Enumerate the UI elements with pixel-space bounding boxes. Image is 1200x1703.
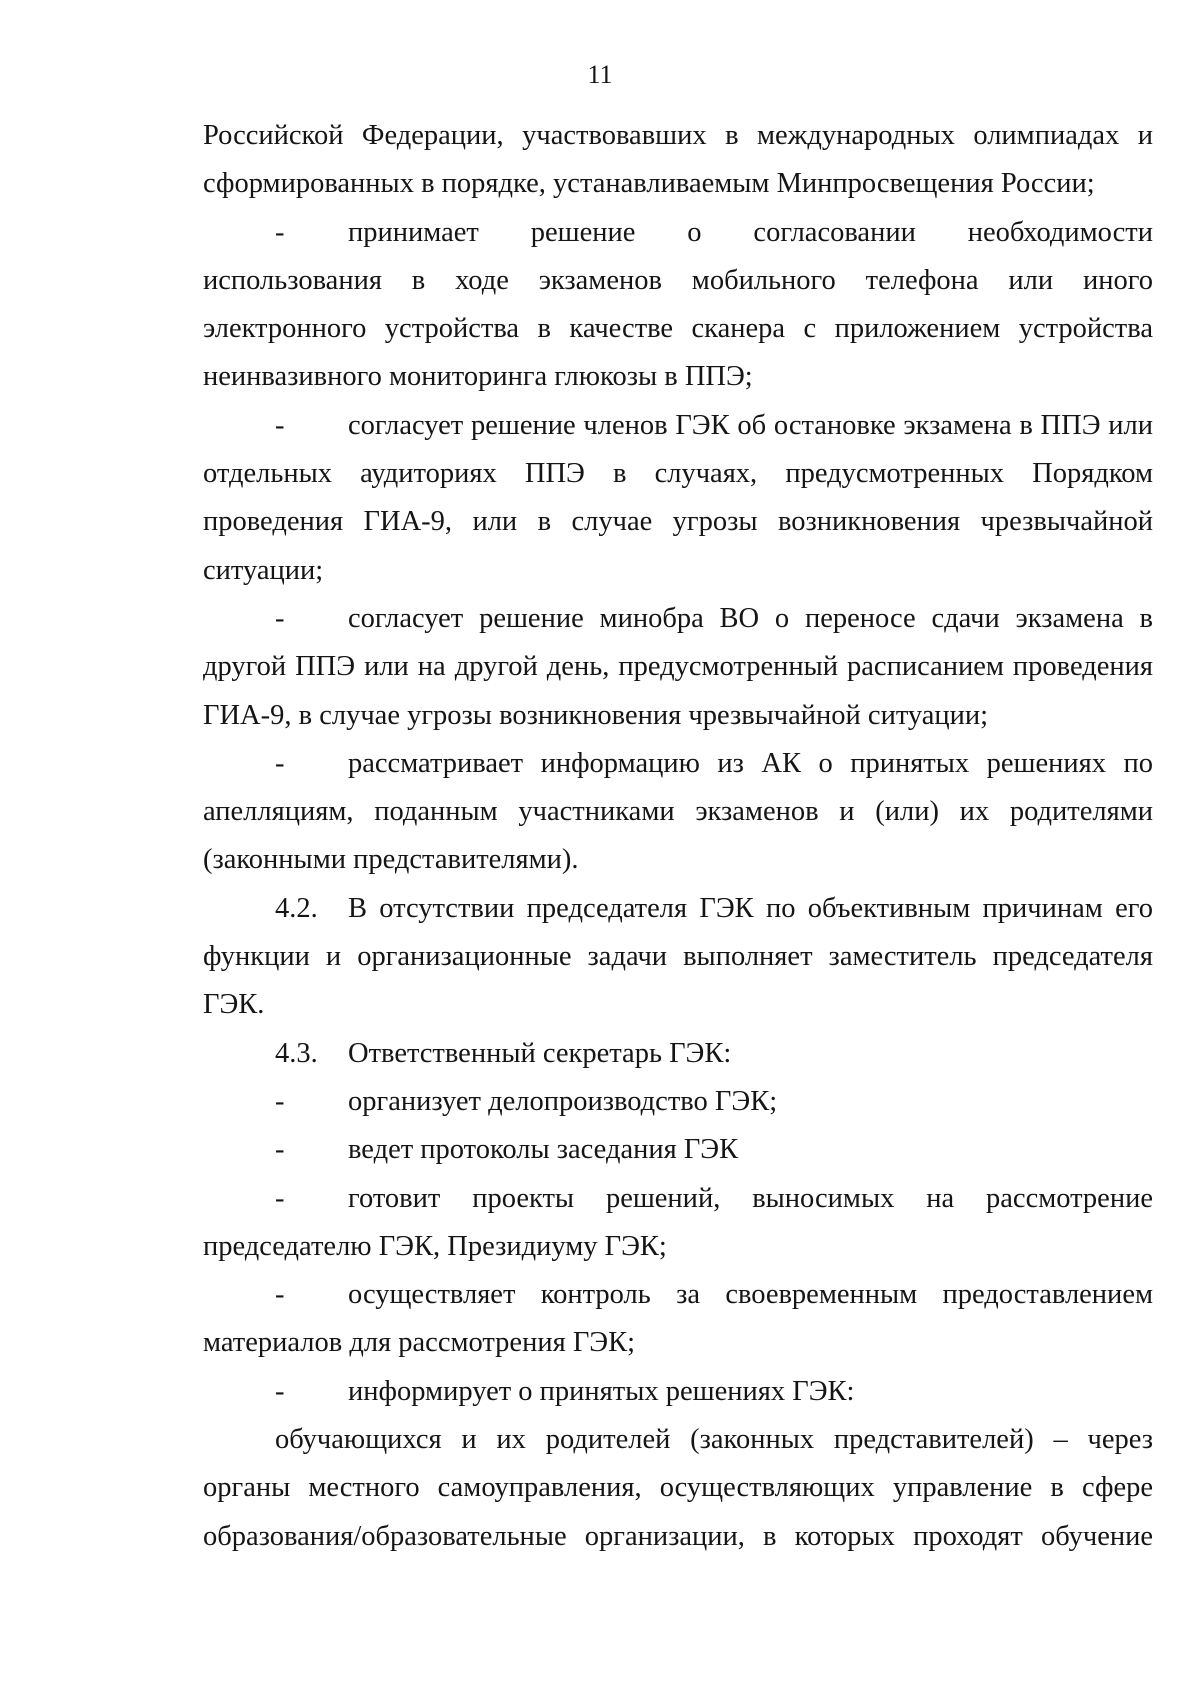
- list-item-exam-transfer: [203, 595, 1153, 740]
- section-4-2: [203, 885, 1153, 1030]
- list-item-text: рассматривает информацию из АК о принятых решениях по апелляциям, поданным участниками экзаменов и (или) их родителями (законными представителями).: [203, 747, 1153, 876]
- list-dash: -: [275, 216, 285, 248]
- list-dash: -: [275, 747, 285, 779]
- list-item-draft-decisions: [203, 1175, 1153, 1272]
- page-number: 11: [587, 60, 613, 89]
- paragraph-students-parents: обучающихся и их родителей (законных представителей) – через органы местного самоуправления, осуществляющих управление в сфере образования/образовательные организации, в которых проходят обучение: [203, 1424, 1153, 1552]
- section-text: В отсутствии председателя ГЭК по объективным причинам его функции и организационные задачи выполняет заместитель председателя ГЭК.: [203, 892, 1153, 1021]
- list-item-protocols: [203, 1126, 1153, 1174]
- list-item-records: [203, 1078, 1153, 1126]
- list-dash: -: [275, 1279, 285, 1311]
- list-dash: -: [275, 1375, 285, 1407]
- section-number: 4.3.: [275, 1037, 318, 1069]
- list-item-decision-mobile-device: [203, 209, 1153, 402]
- list-item-text: осуществляет контроль за своевременным предоставлением материалов для рассмотрения ГЭК;: [203, 1279, 1153, 1359]
- list-item-exam-stop: [203, 402, 1153, 595]
- list-dash: -: [275, 1182, 285, 1214]
- list-item-text: организует делопроизводство ГЭК;: [348, 1085, 778, 1117]
- list-item-text: ведет протоколы заседания ГЭК: [348, 1134, 739, 1166]
- section-number: 4.2.: [275, 892, 318, 924]
- list-item-text: готовит проекты решений, выносимых на рассмотрение председателю ГЭК, Президиуму ГЭК;: [203, 1182, 1153, 1262]
- list-item-appeals: [203, 740, 1153, 885]
- list-item-text: информирует о принятых решениях ГЭК:: [348, 1375, 855, 1407]
- list-dash: -: [275, 1085, 285, 1117]
- list-item-text: согласует решение членов ГЭК об остановке экзамена в ППЭ или отдельных аудиториях ППЭ в случаях, предусмотренных Порядком проведения ГИА-9, или в случае угрозы возникновения чрезвычайной ситуации;: [203, 409, 1153, 586]
- list-item-text: принимает решение о согласовании необходимости использования в ходе экзаменов мобильного телефона или иного электронного устройства в качестве сканера с приложением устройства неинвазивного мониторинга глюкозы в ППЭ;: [203, 216, 1153, 393]
- list-item-informs: [203, 1368, 1153, 1416]
- document-body: [203, 112, 1153, 1561]
- list-dash: -: [275, 602, 285, 634]
- list-dash: -: [275, 1134, 285, 1166]
- list-item-text: согласует решение минобра ВО о переносе сдачи экзамена в другой ППЭ или на другой день, предусмотренный расписанием проведения ГИА-9, в случае угрозы возникновения чрезвычайной ситуации;: [203, 602, 1153, 731]
- section-4-3: [203, 1030, 1153, 1078]
- list-item-control: [203, 1271, 1153, 1368]
- paragraph-continuation: Российской Федерации, участвовавших в международных олимпиадах и сформированных в порядке, устанавливаемым Минпросвещения России;: [203, 120, 1153, 200]
- list-dash: -: [275, 409, 285, 441]
- section-text: Ответственный секретарь ГЭК:: [348, 1037, 732, 1069]
